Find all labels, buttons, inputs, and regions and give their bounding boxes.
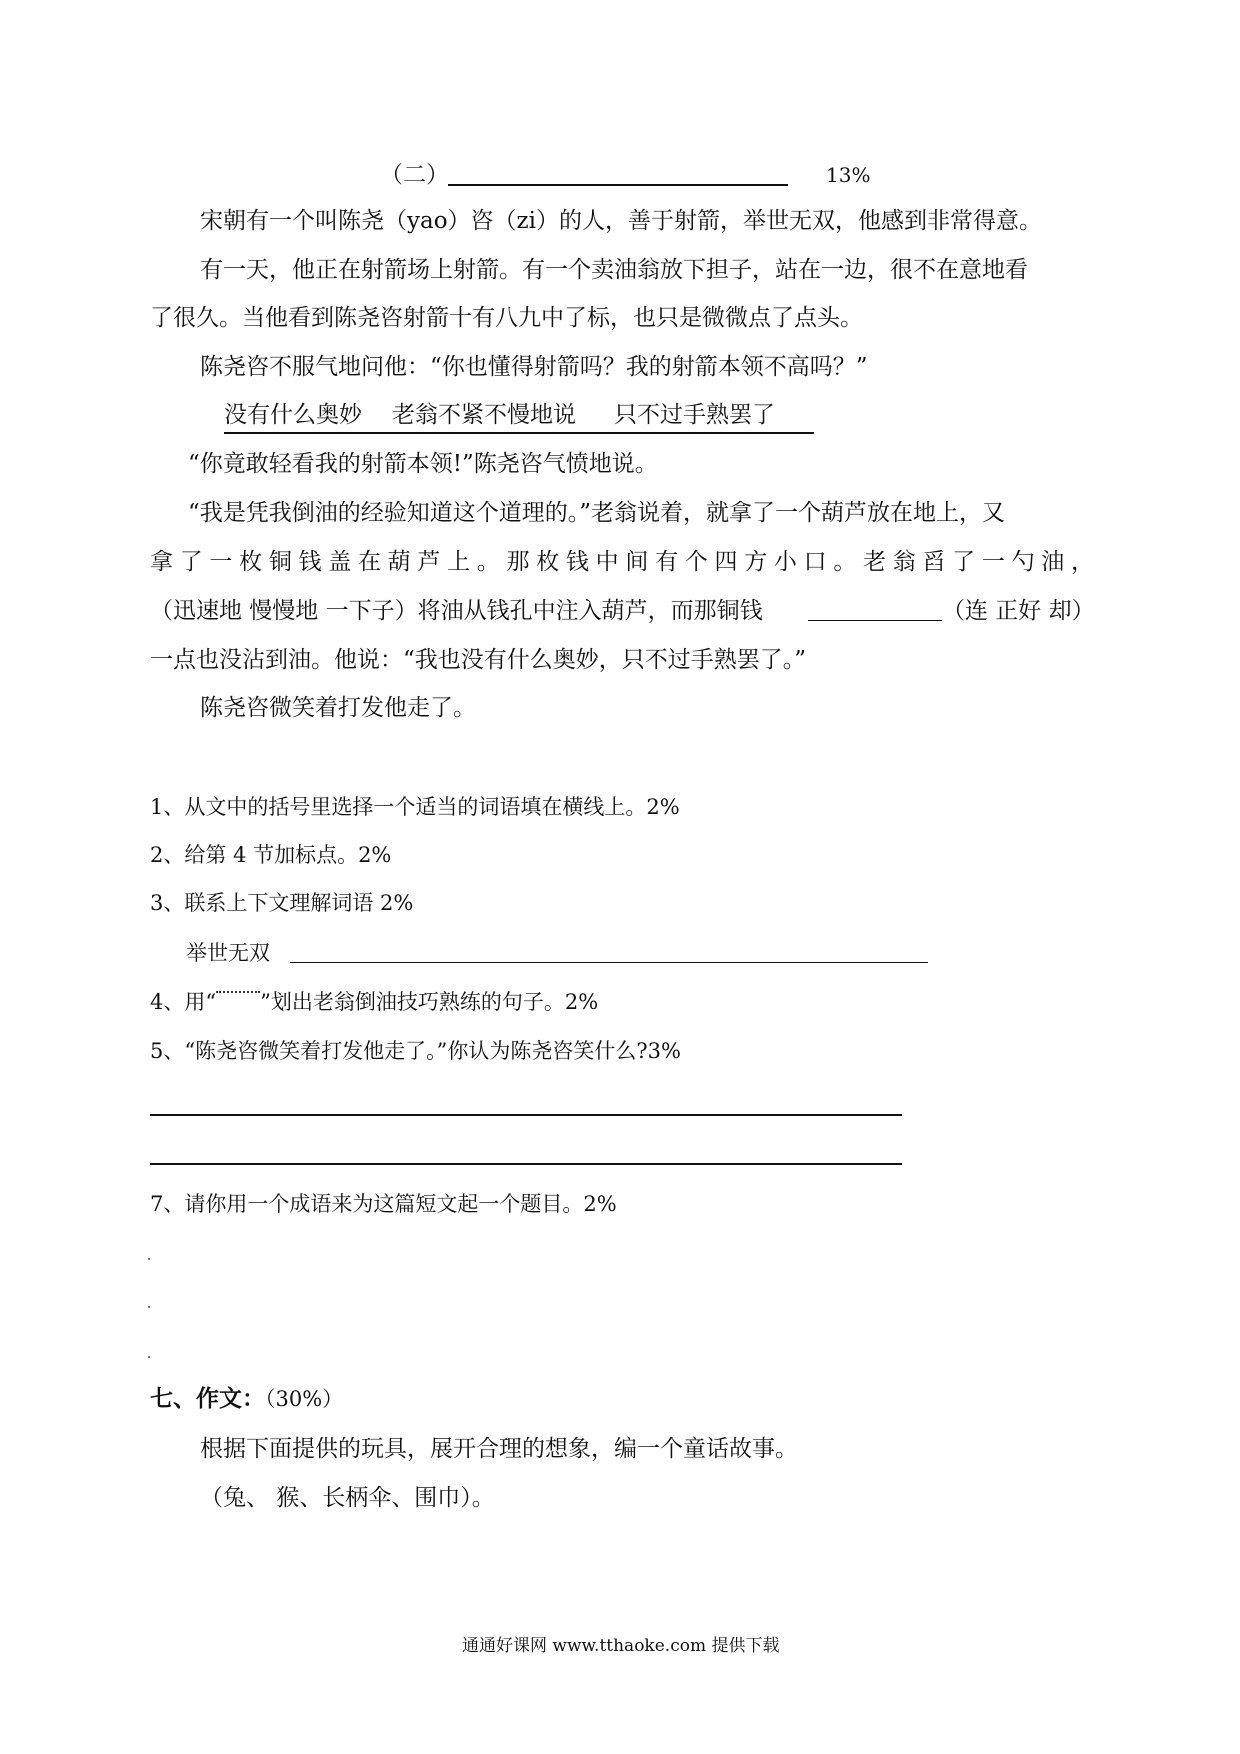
question-3-term: 举世无双 [186, 941, 270, 965]
passage-paragraph-6-line-3a: （迅速地 慢慢地 一下子）将油从钱孔中注入葫芦，而那铜钱 [150, 598, 763, 624]
stray-dot [148, 1258, 150, 1260]
passage-paragraph-1: 宋朝有一个叫陈尧（yao）咨（zi）的人，善于射箭，举世无双，他感到非常得意。 [200, 208, 1043, 234]
passage-paragraph-6-line-4: 一点也没沾到油。他说：“我也没有什么奥妙，只不过手熟罢了。” [150, 647, 807, 673]
passage-paragraph-3: 陈尧咨不服气地问他：“你也懂得射箭吗？我的射箭本领不高吗？” [200, 354, 868, 380]
question-5-answer-line-2[interactable] [150, 1163, 902, 1165]
passage-paragraph-7: 陈尧咨微笑着打发他走了。 [200, 695, 476, 721]
paragraph-4-part-2: 老翁不紧不慢地说 [392, 402, 576, 428]
passage-paragraph-5: “你竟敢轻看我的射箭本领!”陈尧咨气愤地说。 [188, 451, 658, 477]
composition-heading-line [150, 1384, 343, 1414]
composition-items: （兔、 猴、长柄伞、围巾）。 [200, 1485, 495, 1511]
question-5-answer-line-1[interactable] [150, 1114, 902, 1116]
paragraph-4-part-1: 没有什么奥妙 [224, 402, 362, 428]
question-4 [150, 987, 598, 1017]
question-5: 5、“陈尧咨微笑着打发他走了。”你认为陈尧咨笑什么?3% [150, 1039, 681, 1063]
section-score: 13% [826, 163, 871, 187]
question-2: 2、给第 4 节加标点。2% [150, 843, 392, 867]
question-7: 7、请你用一个成语来为这篇短文起一个题目。2% [150, 1192, 617, 1216]
stray-dot [148, 1356, 150, 1358]
question-4-part-b: ”划出老翁倒油技巧熟练的句子。2% [260, 990, 599, 1014]
question-3-answer-line[interactable] [290, 962, 928, 963]
stray-dot [148, 1306, 150, 1308]
passage-paragraph-6-line-2: 拿了一枚铜钱盖在葫芦上。那枚钱中间有个四方小口。老翁舀了一勺油， [150, 549, 1094, 575]
question-3: 3、联系上下文理解词语 2% [150, 891, 414, 915]
composition-heading: 七、作文： [150, 1386, 265, 1412]
fill-blank-line[interactable] [808, 620, 942, 621]
section-label: （二） [380, 162, 449, 188]
paragraph-4-part-3: 只不过手熟罢了 [614, 402, 775, 428]
passage-paragraph-4 [224, 400, 814, 434]
passage-paragraph-6-line-1: “我是凭我倒油的经验知道这个道理的。”老翁说着，就拿了一个葫芦放在地上，又 [188, 500, 1006, 526]
passage-paragraph-2-line-1: 有一天，他正在射箭场上射箭。有一个卖油翁放下担子，站在一边，很不在意地看 [200, 257, 1028, 283]
passage-paragraph-6-line-3b: （连 正好 却） [942, 598, 1095, 624]
paragraph-4-underlined [224, 400, 814, 434]
passage-paragraph-2-line-2: 了很久。当他看到陈尧咨射箭十有八九中了标，也只是微微点了点头。 [150, 305, 863, 331]
question-1: 1、从文中的括号里选择一个适当的词语填在横线上。2% [150, 795, 680, 819]
composition-instruction: 根据下面提供的玩具，展开合理的想象，编一个童话故事。 [200, 1436, 798, 1462]
page-footer: 通通好课网 www.tthaoke.com 提供下载 [462, 1636, 780, 1656]
question-4-part-a: 4、用“ [150, 990, 217, 1014]
section-title-blank[interactable] [448, 184, 788, 186]
composition-score: （30%） [265, 1387, 344, 1411]
wavy-underline-symbol [216, 991, 260, 1003]
